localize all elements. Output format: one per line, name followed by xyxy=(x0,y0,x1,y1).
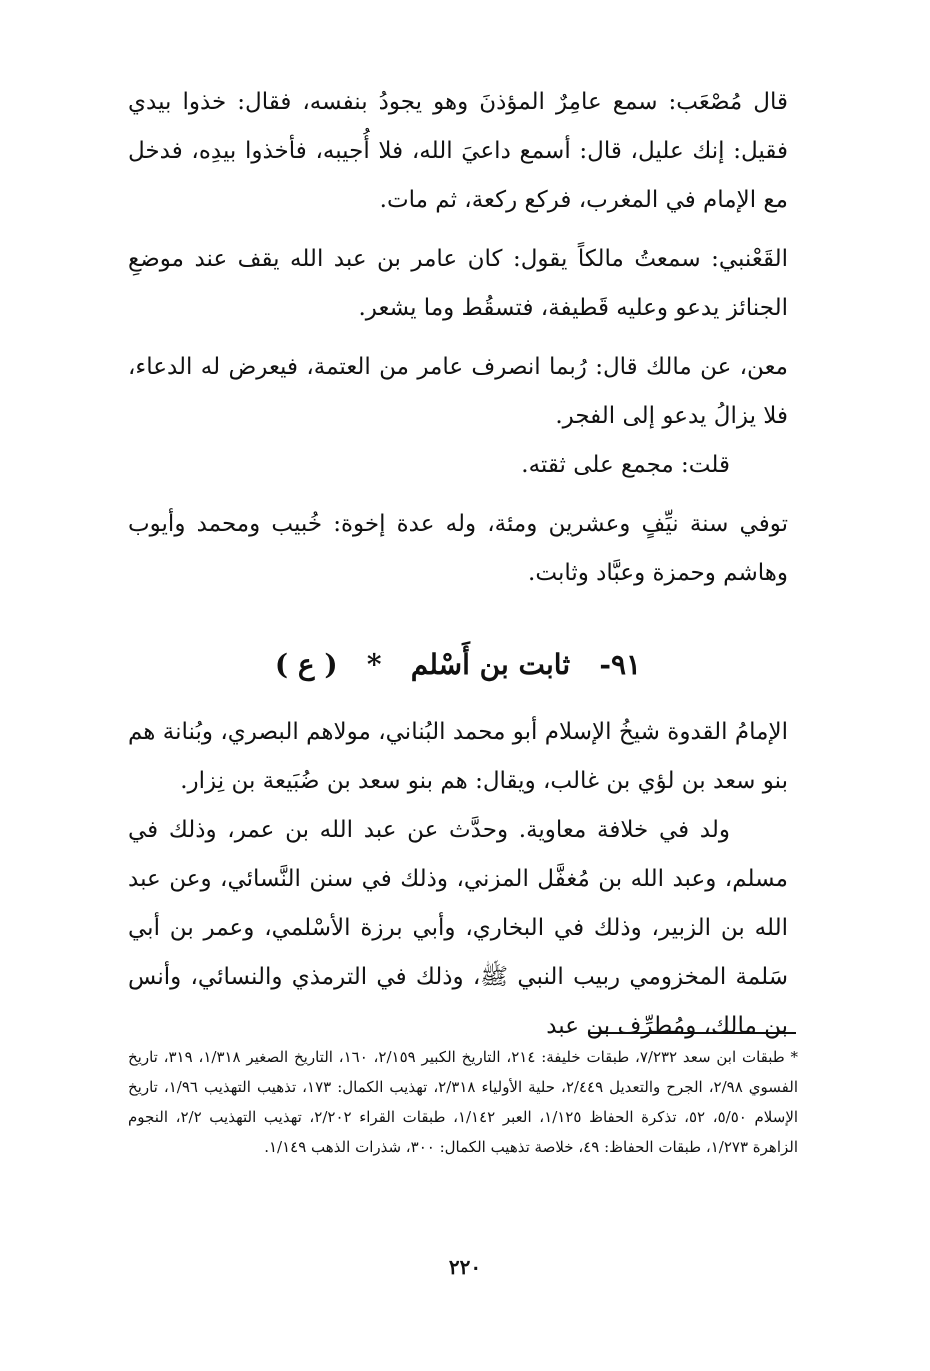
paragraph-musab: قال مُصْعَب: سمع عامِرٌ المؤذنَ وهو يجودُ بنفسه، فقال: خذوا بيدي فقيل: إنك عليل، قال: أسمع داعيَ الله، فلا أُجيبه، فأخذوا بيدِه، فدخل مع الإمام في المغرب، فركع ركعة، ثم مات. xyxy=(128,89,788,213)
page-number: ٢٢٠ xyxy=(448,1255,482,1279)
footnotes xyxy=(128,1042,798,1162)
paragraph-qultu: قلت: مجمع على ثقته. xyxy=(521,452,730,478)
footnote-star-marker: * xyxy=(366,648,382,681)
top-text-block xyxy=(128,78,788,598)
heading-code: ( ع ) xyxy=(274,648,338,681)
biography-heading xyxy=(128,640,788,690)
heading-name: ثابت بن أَسْلم xyxy=(410,648,571,681)
paragraph-qanabi: القَعْنبي: سمعتُ مالكاً يقول: كان عامر بن عبد الله يقف عند موضعِ الجنائز يدعو وعليه قَطيفة، فتسقُط وما يشعر. xyxy=(128,246,788,321)
paragraph-maan: معن، عن مالك قال: رُبما انصرف عامر من العتمة، فيعرض له الدعاء، فلا يزالُ يدعو إلى الفجر. xyxy=(128,354,788,429)
paragraph-death-year: توفي سنة نيِّفٍ وعشرين ومئة، وله عدة إخوة: خُبيب ومحمد وأيوب وهاشم وحمزة وعبَّاد وثابت. xyxy=(128,511,788,586)
heading-number: ٩١- xyxy=(599,648,642,681)
paragraph-imam-intro: الإمامُ القدوة شيخُ الإسلام أبو محمد البُناني، مولاهم البصري، وبُنانة هم بنو سعد بن لؤي بن غالب، ويقال: هم بنو سعد بن ضُبَيعة بن نِزار. xyxy=(128,719,788,794)
footnote-sources: * طبقات ابن سعد ٧/٢٣٢، طبقات خليفة: ٢١٤، التاريخ الكبير ٢/١٥٩، ١٦٠، التاريخ الصغير ١/٣١٨، ٣١٩، تاريخ الفسوي ٢/٩٨، الجرح والتعديل ٢/٤٤٩، حلية الأولياء ٢/٣١٨، تهذيب الكمال: ١٧٣، تذهيب التهذيب ١/٩٦، تاريخ الإسلام ٥/٥٠، ٥٢، تذكرة الحفاظ ١/١٢٥، العبر ١/١٤٢، طبقات القراء ٢/٢٠٢، تهذيب التهذيب ٢/٢، النجوم الزاهرة ١/٢٧٣، طبقات الحفاظ: ٤٩، خلاصة تذهيب الكمال: ٣٠٠، شذرات الذهب ١/١٤٩. xyxy=(128,1048,799,1156)
bottom-text-block xyxy=(128,708,788,1051)
paragraph-birth-narrations: ولد في خلافة معاوية. وحدَّث عن عبد الله بن عمر، وذلك في مسلم، وعبد الله بن مُغفَّل المزني، وذلك في سنن النَّسائي، وعن عبد الله بن الزبير، وذلك في البخاري، وأبي برزة الأسْلمي، وعمر بن أبي سَلمة المخزومي ربيب النبي ﷺ، وذلك في الترمذي والنسائي، وأنس بن مالك، ومُطرِّف بن عبد xyxy=(128,817,788,1039)
footnote-divider xyxy=(590,1032,796,1034)
